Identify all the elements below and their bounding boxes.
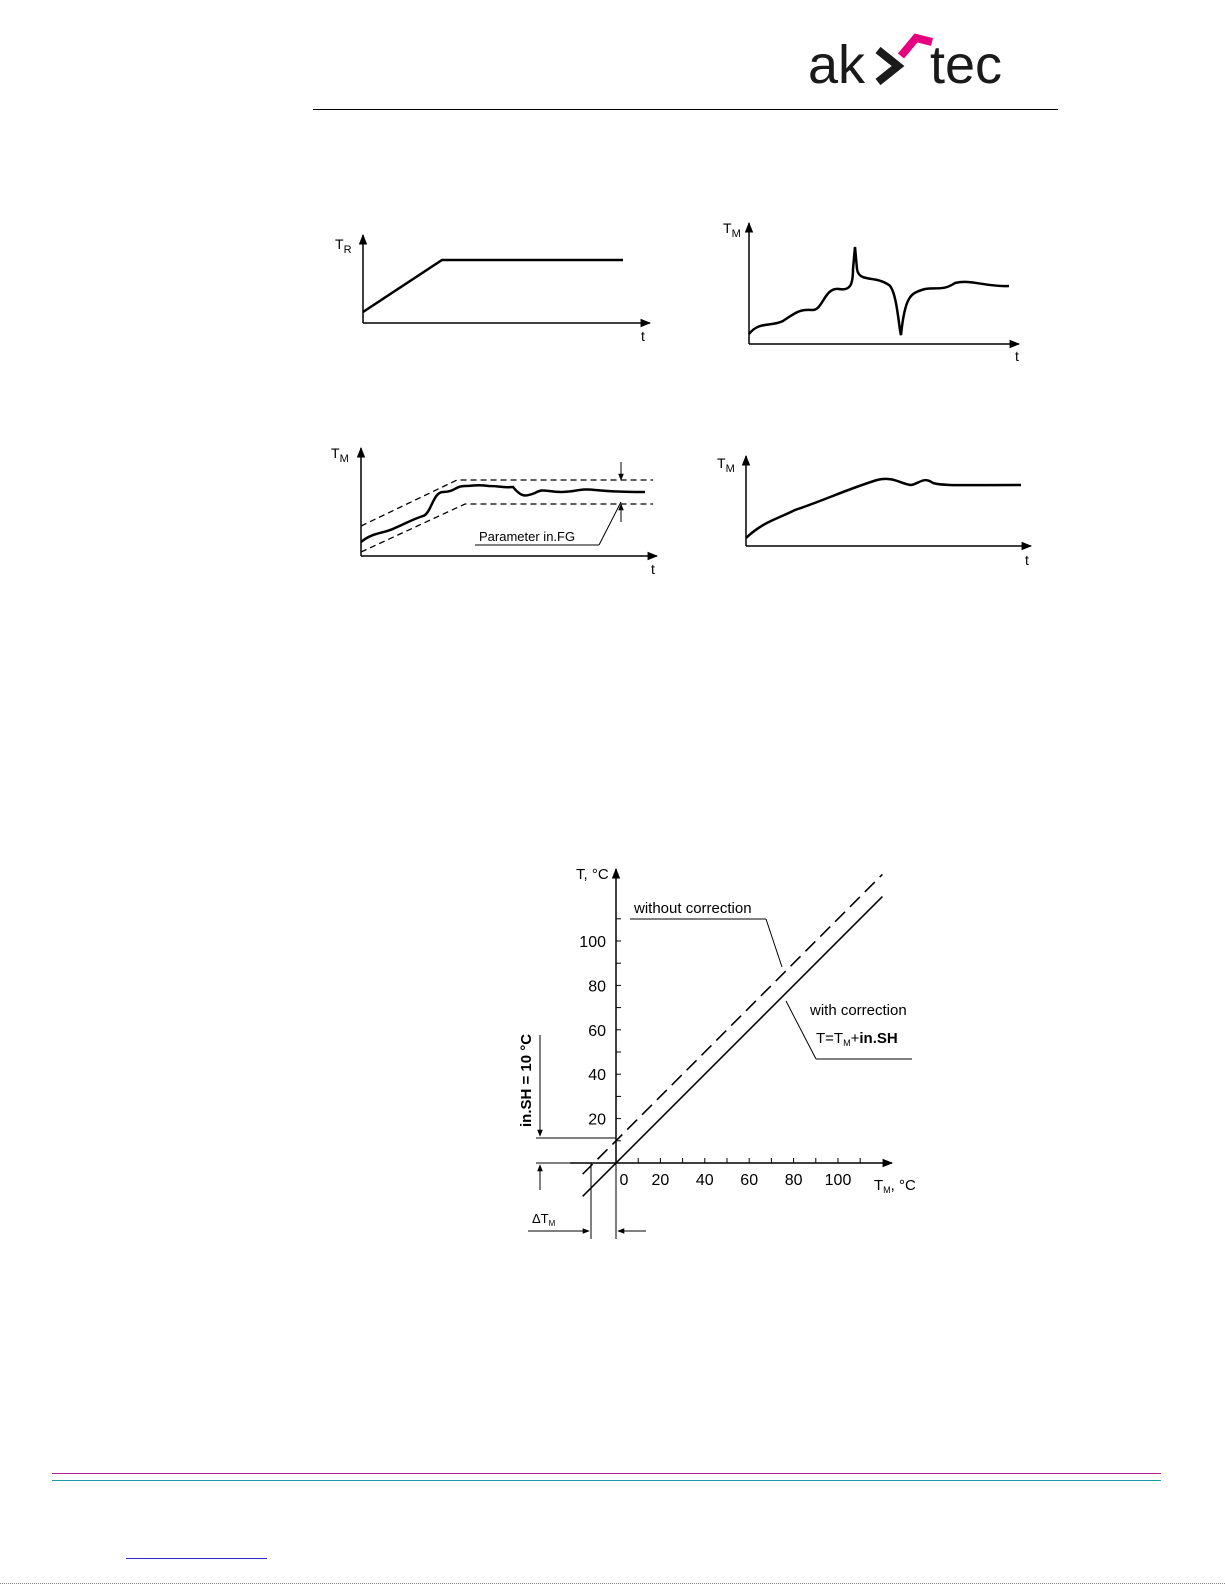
y-tick-label: 80: [588, 978, 606, 996]
figure-panel-1: [325, 225, 665, 350]
figure-panel-4: [715, 450, 1060, 575]
y-tick-label: 40: [588, 1067, 606, 1085]
footer-rule-top: [52, 1473, 1161, 1474]
panel3-annotation-leader: [599, 502, 621, 545]
panel1-y-label: $T_R$: [335, 236, 352, 256]
x-tick-label: 40: [695, 1172, 714, 1189]
panel4-curve: [746, 479, 1021, 538]
panel2-y-label: $T_M$: [723, 220, 741, 240]
panel3-x-label: t: [651, 561, 655, 577]
delta-label: $\Delta T_M$: [532, 1211, 556, 1228]
logo-text-tec: tec: [930, 35, 1003, 95]
panel2-x-label: t: [1015, 348, 1019, 364]
label-with-correction: with correction: [810, 1002, 907, 1019]
panel4-y-label: $T_M$: [717, 455, 735, 475]
figure-panel-3: [325, 440, 670, 580]
page-bottom-dotted-rule: [0, 1583, 1225, 1584]
panel2-curve: [749, 247, 1009, 335]
without-leader: [766, 919, 782, 967]
correction-y-axis-label: T, °C: [576, 866, 609, 883]
correction-ticks: [579, 919, 860, 1189]
formula-label: $T=T_M+in.SH$: [816, 1030, 898, 1048]
figure-panel-2: [715, 215, 1055, 365]
x-tick-label: 0: [619, 1172, 629, 1189]
correction-chart: [500, 855, 940, 1255]
panel1-curve: [363, 260, 623, 312]
logo-text-ak: ak: [808, 35, 866, 95]
header-rule: [313, 109, 1058, 110]
y-tick-label: 100: [579, 934, 606, 951]
footer-link-underline[interactable]: [126, 1558, 267, 1559]
x-tick-label: 80: [784, 1172, 803, 1189]
logo-mark-icon: [901, 38, 932, 56]
panel4-x-label: t: [1025, 552, 1029, 568]
panel3-annotation: Parameter in.FG: [479, 529, 576, 544]
x-tick-label: 20: [651, 1172, 670, 1189]
label-without-correction: without correction: [634, 900, 752, 917]
panel3-y-label: $T_M$: [331, 445, 349, 465]
correction-x-axis-label: $T_M$, °C: [874, 1177, 916, 1195]
panel1-x-label: t: [641, 328, 645, 344]
offset-label: in.SH = 10 °C: [518, 1033, 535, 1127]
x-tick-label: 60: [740, 1172, 759, 1189]
x-tick-label: 100: [824, 1172, 852, 1189]
y-tick-label: 20: [588, 1111, 606, 1129]
footer-rule-bottom: [52, 1480, 1161, 1481]
logo-chevron-icon: [878, 50, 898, 82]
akytec-logo: [808, 28, 1048, 98]
y-tick-label: 60: [588, 1022, 606, 1040]
